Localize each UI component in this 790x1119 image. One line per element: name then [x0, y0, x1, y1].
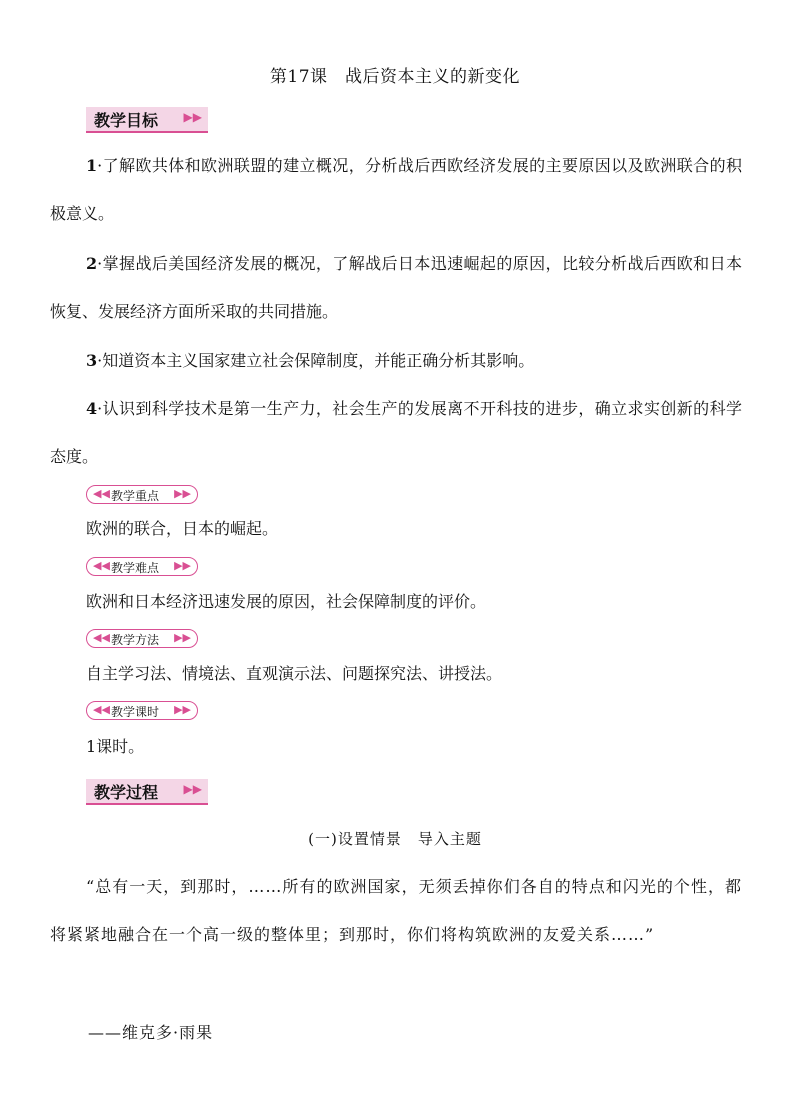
difficulties-tag	[86, 557, 198, 576]
key-points-label: 教学重点	[111, 489, 160, 503]
process-header	[86, 779, 208, 805]
objective-number: 4	[86, 399, 98, 418]
objective-number: 3	[86, 351, 98, 370]
double-arrow-right-icon: ▶▶	[183, 782, 202, 796]
hugo-quote: “总有一天，到那时，……所有的欧洲国家，无须丢掉你们各自的特点和闪光的个性，都将紧紧地融合在一个高一级的整体里；到那时，你们将构筑欧洲的友爱关系……”	[50, 877, 742, 944]
objective-text: 知道资本主义国家建立社会保障制度，并能正确分析其影响。	[102, 351, 535, 370]
double-arrow-left-icon: ◀◀	[93, 487, 110, 500]
objective-item-2	[50, 240, 742, 336]
objectives-header	[86, 107, 208, 133]
objective-separator: ·	[97, 351, 103, 370]
objective-item-3	[50, 337, 742, 385]
process-subhead: (一)设置情景 导入主题	[308, 830, 482, 848]
objectives-header-label: 教学目标	[94, 111, 159, 130]
objective-text: 掌握战后美国经济发展的概况，了解战后日本迅速崛起的原因，比较分析战后西欧和日本恢复、发展经济方面所采取的共同措施。	[50, 254, 742, 321]
objective-item-4	[50, 385, 742, 481]
double-arrow-left-icon: ◀◀	[93, 631, 110, 644]
double-arrow-left-icon: ◀◀	[93, 559, 110, 572]
process-header-label: 教学过程	[94, 783, 159, 802]
objective-number: 2	[86, 254, 98, 273]
double-arrow-right-icon: ▶▶	[183, 110, 202, 124]
double-arrow-right-icon: ▶▶	[174, 559, 191, 572]
quote-attribution: ——维克多·雨果	[88, 1023, 214, 1042]
objective-number: 1	[86, 156, 98, 175]
objective-separator: ·	[97, 254, 103, 273]
methods-tag	[86, 629, 198, 648]
double-arrow-right-icon: ▶▶	[174, 703, 191, 716]
objective-text: 了解欧共体和欧洲联盟的建立概况，分析战后西欧经济发展的主要原因以及欧洲联合的积极意义。	[50, 156, 742, 223]
difficulties-label: 教学难点	[111, 561, 160, 575]
objective-text: 认识到科学技术是第一生产力，社会生产的发展离不开科技的进步，确立求实创新的科学态度。	[50, 399, 742, 466]
objective-item-1	[50, 142, 742, 238]
objective-separator: ·	[97, 399, 103, 418]
double-arrow-right-icon: ▶▶	[174, 631, 191, 644]
hours-text: 1课时。	[86, 737, 145, 756]
double-arrow-left-icon: ◀◀	[93, 703, 110, 716]
methods-label: 教学方法	[111, 633, 160, 647]
double-arrow-right-icon: ▶▶	[174, 487, 191, 500]
page-title: 第17课 战后资本主义的新变化	[269, 67, 521, 87]
methods-text: 自主学习法、情境法、直观演示法、问题探究法、讲授法。	[86, 664, 503, 683]
difficulties-text: 欧洲和日本经济迅速发展的原因，社会保障制度的评价。	[86, 592, 487, 611]
key-points-tag	[86, 485, 198, 504]
hours-label: 教学课时	[111, 705, 160, 719]
objective-separator: ·	[97, 156, 103, 175]
key-points-text: 欧洲的联合，日本的崛起。	[86, 519, 279, 538]
hours-tag	[86, 701, 198, 720]
